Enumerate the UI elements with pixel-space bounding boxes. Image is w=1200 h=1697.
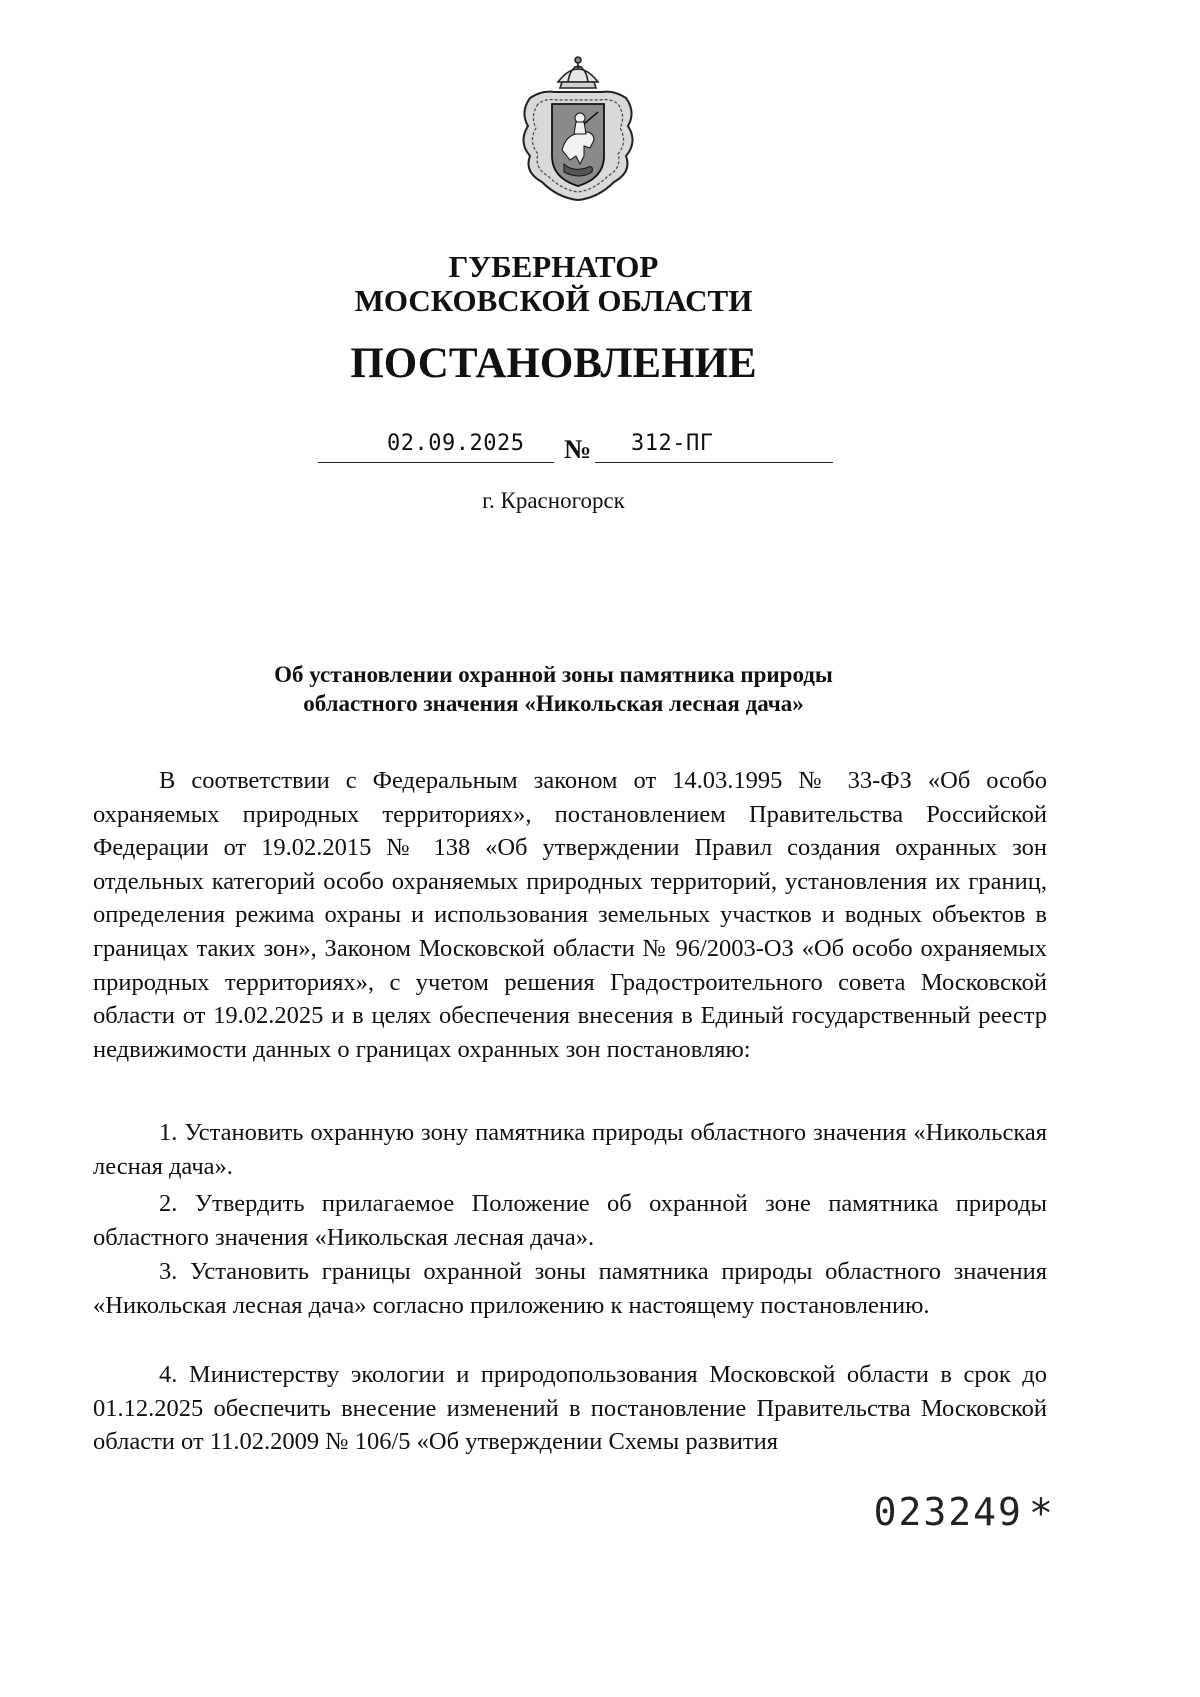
coat-of-arms-emblem-icon [514, 52, 642, 202]
document-subject-line-2: областного значения «Никольская лесная дача» [303, 691, 804, 716]
number-underline [595, 462, 833, 463]
document-number: 312-ПГ [631, 431, 714, 456]
date-underline [318, 462, 554, 463]
resolution-item-2: 2. Утвердить прилагаемое Положение об охранной зоне памятника природы областного значения «Никольская лесная дача». [93, 1190, 1047, 1251]
preamble-paragraph: В соответствии с Федеральным законом от 14.03.1995 № 33-ФЗ «Об особо охраняемых природных территориях», постановлением Правительства Российской Федерации от 19.02.2015 № 138 «Об утверждении Правил создания охранных зон отдельных категорий особо охраняемых природных территорий, установления их границ, определения режима охраны и использования земельных участков и водных объектов в границах таких зон», Законом Московской области № 96/2003-ОЗ «Об особо охраняемых природных территориях», с учетом решения Градостроительного совета Московской области от 19.02.2025 и в целях обеспечения внесения в Единый государственный реестр недвижимости данных о границах охранных зон постановляю: [93, 767, 1047, 1063]
document-type-heading: ПОСТАНОВЛЕНИЕ [350, 340, 757, 387]
issuing-authority-region: МОСКОВСКОЙ ОБЛАСТИ [354, 283, 753, 318]
resolution-item-3: 3. Установить границы охранной зоны памятника природы областного значения «Никольская лесная дача» согласно приложению к настоящему постановлению. [93, 1258, 1047, 1319]
issuing-authority-title: ГУБЕРНАТОР [448, 249, 659, 284]
city-of-issue: г. Красногорск [482, 488, 625, 513]
form-serial-number [874, 1490, 1055, 1537]
serial-number-text: 023249 [873, 1490, 1023, 1534]
registration-line [318, 426, 833, 466]
resolution-item-1: 1. Установить охранную зону памятника природы областного значения «Никольская лесная дача». [93, 1119, 1047, 1180]
number-sign: № [564, 434, 592, 464]
document-subject-line-1: Об установлении охранной зоны памятника природы [274, 662, 833, 687]
document-date: 02.09.2025 [387, 431, 525, 456]
resolution-item-4: 4. Министерству экологии и природопользования Московской области в срок до 01.12.2025 обеспечить внесение изменений в постановление Правительства Московской области от 11.02.2009 № 106/5 «Об утверждении Схемы развития [93, 1361, 1047, 1456]
asterisk-icon: * [1028, 1491, 1055, 1537]
